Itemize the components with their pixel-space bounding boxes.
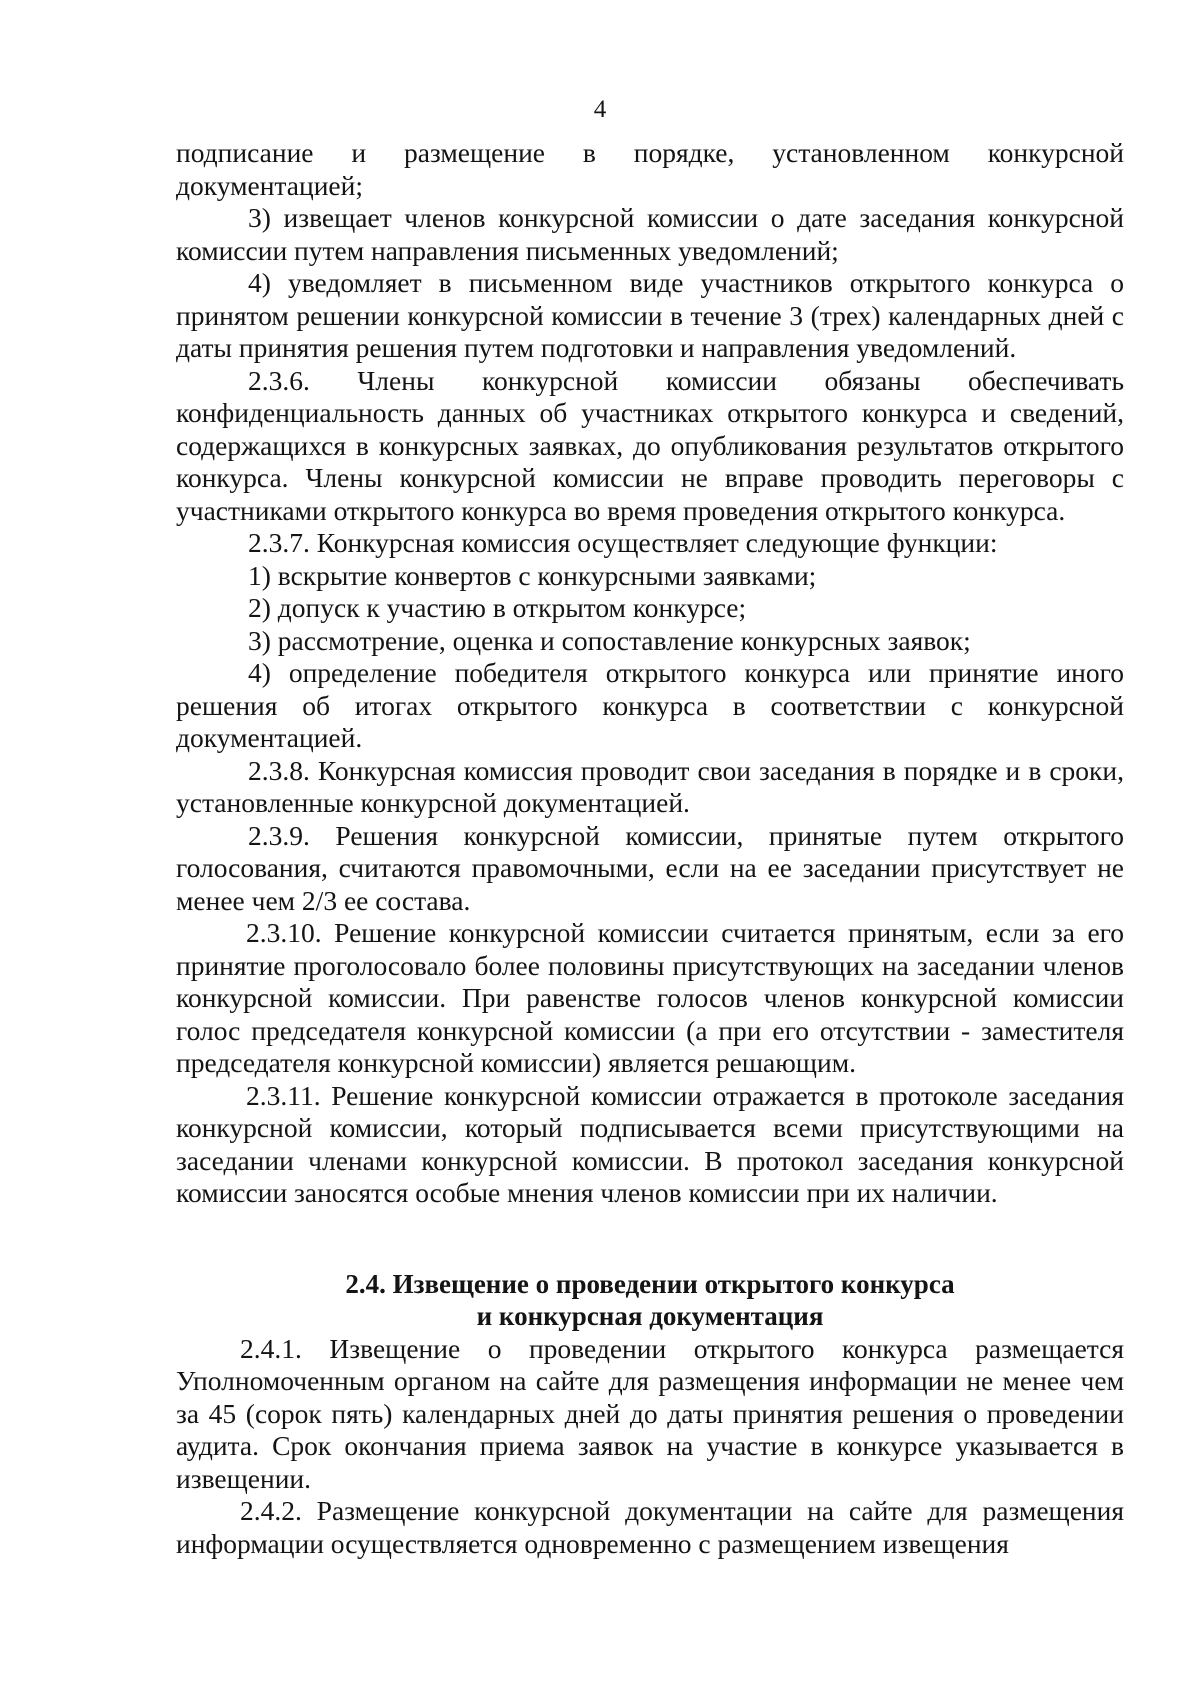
list-item: 3) рассмотрение, оценка и сопоставление конкурсных заявок; <box>248 624 971 656</box>
list-item: 4) определение победителя открытого конкурса или принятие иного решения об итогах открытого конкурса в соответствии с конкурсной документацией. <box>176 657 1124 753</box>
document-body <box>176 137 1124 1560</box>
paragraph: 4) уведомляет в письменном виде участников открытого конкурса о принятом решении конкурсной комиссии в течение 3 (трех) календарных дней с даты принятия решения путем подготовки и направления уведомлений. <box>176 267 1124 363</box>
paragraph: 2.3.9. Решения конкурсной комиссии, принятые путем открытого голосования, считаются правомочными, если на ее заседании присутствует не менее чем 2/3 ее состава. <box>176 819 1124 916</box>
paragraph: 2.3.8. Конкурсная комиссия проводит свои заседания в порядке и в сроки, установленные конкурсной документацией. <box>176 754 1124 818</box>
paragraph: 2.3.11. Решение конкурсной комиссии отражается в протоколе заседания конкурсной комиссии, который подписывается всеми присутствующими на заседании членами конкурсной комиссии. В протокол заседания конкурсной комиссии заносятся особые мнения членов комиссии при их наличии. <box>176 1079 1124 1208</box>
page-number: 4 <box>593 96 607 123</box>
list-item: 1) вскрытие конвертов с конкурсными заявками; <box>248 559 817 591</box>
section-heading <box>176 1268 1124 1333</box>
paragraph: 2.3.7. Конкурсная комиссия осуществляет следующие функции: <box>248 527 998 558</box>
section-heading-line1: 2.4. Извещение о проведении открытого конкурса <box>345 1268 955 1299</box>
list-item: 2) допуск к участию в открытом конкурсе; <box>248 592 747 623</box>
paragraph: 2.3.10. Решение конкурсной комиссии считается принятым, если за его принятие проголосовало более половины присутствующих на заседании членов конкурсной комиссии. При равенстве голосов членов конкурсной комиссии голос председателя конкурсной комиссии (а при его отсутствии - заместителя председателя конкурсной комиссии) является решающим. <box>176 917 1124 1078</box>
section-heading-line2: и конкурсная документация <box>476 1301 824 1331</box>
paragraph: 2.3.6. Члены конкурсной комиссии обязаны обеспечивать конфиденциальность данных об участниках открытого конкурса и сведений, содержащихся в конкурсных заявках, до опубликования результатов открытого конкурса. Члены конкурсной комиссии не вправе проводить переговоры с участниками открытого конкурса во время проведения открытого конкурса. <box>176 364 1124 526</box>
paragraph: подписание и размещение в порядке, установленном конкурсной документацией; <box>176 137 1124 201</box>
paragraph: 2.4.2. Размещение конкурсной документации на сайте для размещения информации осуществляется одновременно с размещением извещения <box>176 1495 1124 1559</box>
paragraph: 3) извещает членов конкурсной комиссии о дате заседания конкурсной комиссии путем направления письменных уведомлений; <box>176 202 1124 266</box>
paragraph: 2.4.1. Извещение о проведении открытого конкурса размещается Уполномоченным органом на сайте для размещения информации не менее чем за 45 (сорок пять) календарных дней до даты принятия решения о проведении аудита. Срок окончания приема заявок на участие в конкурсе указывается в извещении. <box>176 1332 1124 1494</box>
